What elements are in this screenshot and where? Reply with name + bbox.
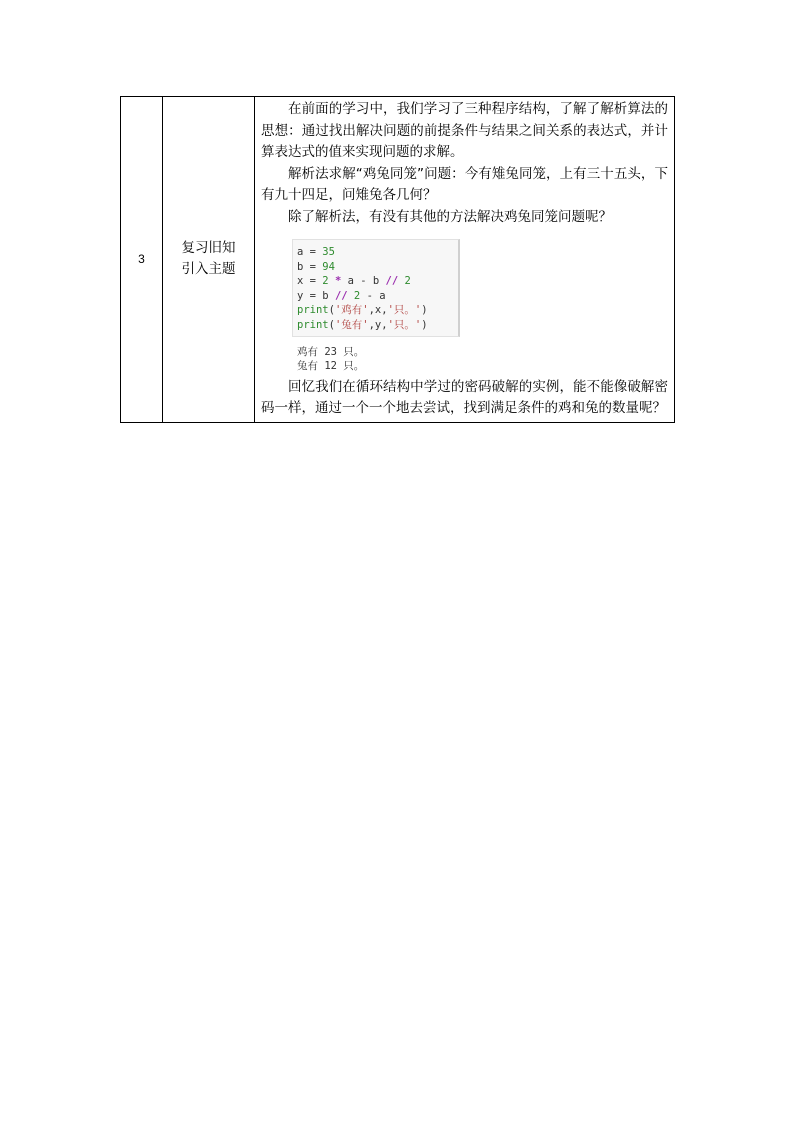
stage-label-line-2: 引入主题 xyxy=(181,261,236,278)
problem-paragraph: 解析法求解“鸡兔同笼”问题：今有雉兔同笼，上有三十五头，下有九十四足，问雉兔各几何？ xyxy=(261,165,668,203)
closing-paragraph: 回忆我们在循环结构中学过的密码破解的实例，能不能像破解密码一样，通过一个一个地去尝试，找到满足条件的鸡和兔的数量呢？ xyxy=(261,378,668,417)
code-line: y = b // 2 - a xyxy=(297,289,386,302)
code-line: x = 2 * a - b // 2 xyxy=(297,275,411,288)
stage-label-line-1: 复习旧知 xyxy=(181,240,236,257)
code-line: b = 94 xyxy=(297,260,335,273)
output-line-rabbit: 兔有 12 只。 xyxy=(297,359,365,372)
content-cell xyxy=(255,97,675,423)
row-number: 3 xyxy=(138,252,145,267)
output-line-chicken: 鸡有 23 只。 xyxy=(297,345,365,358)
code-line: a = 35 xyxy=(297,246,335,258)
table-row xyxy=(121,97,675,423)
lesson-plan-table xyxy=(120,96,675,423)
row-number-cell xyxy=(121,97,163,423)
question-paragraph: 除了解析法，有没有其他的方法解决鸡兔同笼问题呢？ xyxy=(288,208,612,225)
intro-paragraph: 在前面的学习中，我们学习了三种程序结构，了解了解析算法的思想：通过找出解决问题的前提条件与结果之间关系的表达式，并计算表达式的值来实现问题的求解。 xyxy=(261,101,668,160)
code-output xyxy=(297,345,668,373)
stage-cell xyxy=(163,97,255,423)
code-line: print('兔有',y,'只。') xyxy=(297,318,428,331)
code-line: print('鸡有',x,'只。') xyxy=(297,304,428,317)
code-block xyxy=(292,239,460,337)
